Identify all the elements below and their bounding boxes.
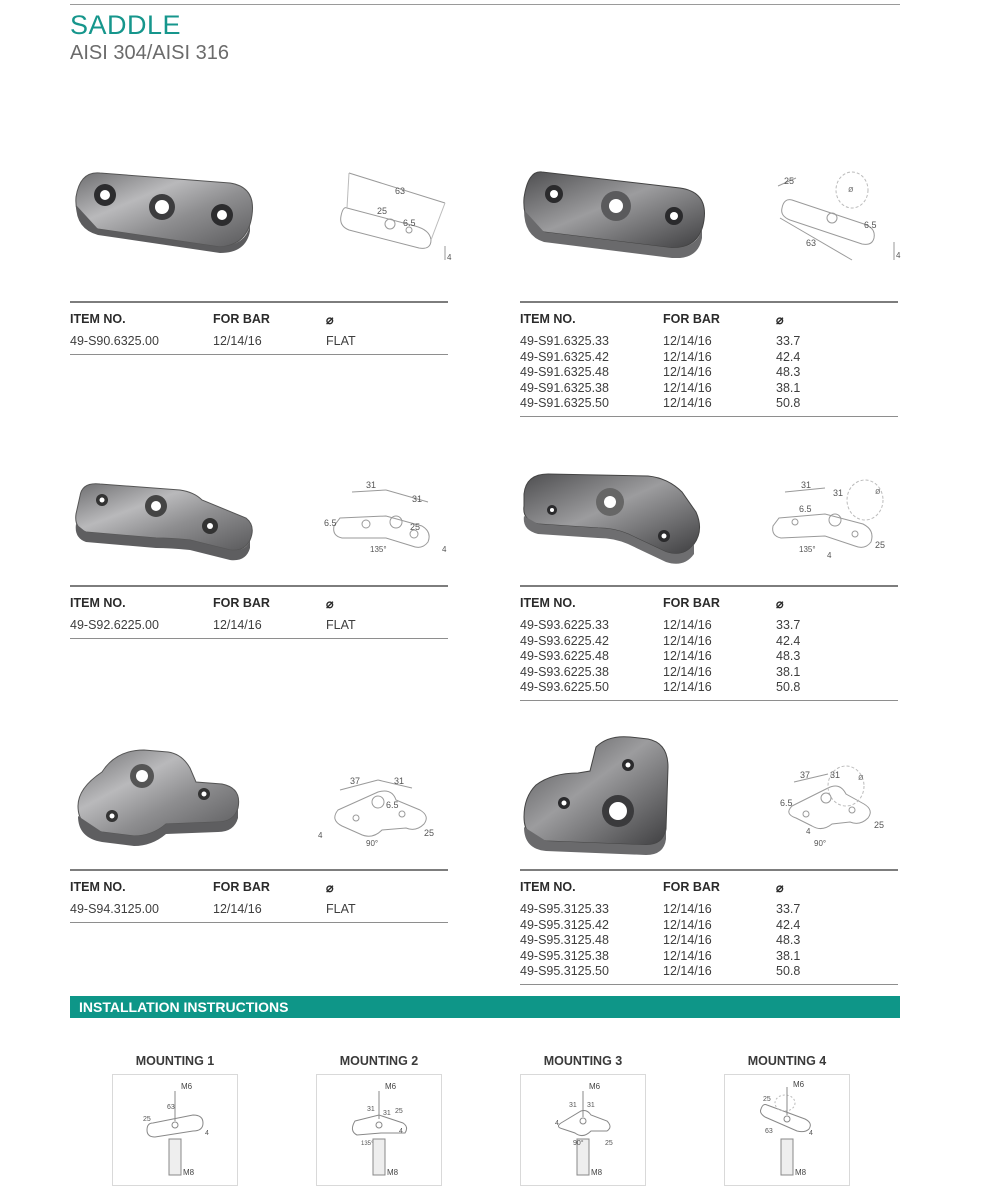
dim-label: 4 [442,545,447,554]
dim-label: 63 [395,186,406,196]
product-photo-flat-saddle-135 [70,478,255,573]
dim-label: 25 [875,540,886,550]
col-item-no: ITEM NO. [70,596,126,610]
dim-label: 25 [410,522,421,532]
diameter: 48.3 [776,933,801,947]
item-number: 49-S93.6225.48 [520,649,609,663]
bar-size: 12/14/16 [213,902,262,916]
diameter: 50.8 [776,680,801,694]
mounting-diagram [520,1074,646,1186]
dim-label: 31 [569,1102,577,1109]
dim-label: 31 [394,776,405,786]
table-row [520,649,898,665]
table-row [520,365,898,381]
page-title: SADDLE [70,10,182,40]
page-subtitle: AISI 304/AISI 316 [70,42,229,64]
col-diameter: ⌀ [326,313,334,327]
table-row [520,350,898,366]
col-item-no: ITEM NO. [70,312,126,326]
item-number: 49-S92.6225.00 [70,618,159,632]
technical-drawing-p1 [335,168,455,268]
dim-label: 25 [424,828,435,838]
col-item-no: ITEM NO. [520,880,576,894]
col-for-bar: FOR BAR [663,312,720,326]
col-for-bar: FOR BAR [663,880,720,894]
bolt-label: M6 [589,1082,601,1091]
table-row [520,918,898,934]
bar-size: 12/14/16 [663,349,712,364]
dim-label: 135° [361,1141,374,1147]
dim-label: 6.5 [780,798,793,808]
diameter: FLAT [326,902,356,916]
item-number: 49-S95.3125.42 [520,917,609,932]
bar-size: 12/14/16 [663,633,712,648]
diameter: FLAT [326,618,356,632]
item-number: 49-S93.6225.50 [520,680,609,694]
product-photo-flat-saddle-straight [70,165,260,255]
bar-size: 12/14/16 [663,618,712,632]
product-photo-flat-saddle-90 [72,742,244,852]
bar-size: 12/14/16 [663,948,712,963]
bar-size: 12/14/16 [663,396,712,410]
item-number: 49-S91.6325.48 [520,365,609,379]
bar-size: 12/14/16 [663,933,712,947]
table-row [520,665,898,681]
spec-table-p5 [70,869,448,923]
dim-label: 63 [167,1104,175,1111]
product-photo-curved-saddle-135 [518,470,708,575]
dim-label: 31 [383,1110,391,1117]
bolt-label: M8 [387,1168,399,1177]
spec-table-p1 [70,301,448,355]
item-number: 49-S93.6225.33 [520,618,609,632]
diameter: 42.4 [776,349,801,364]
mounting-2 [314,1054,444,1177]
dim-label: 4 [318,831,323,840]
bar-size: 12/14/16 [663,380,712,395]
table-row [520,964,898,980]
dim-label: ø [848,184,854,194]
bolt-label: M8 [183,1168,195,1177]
dim-label: 31 [833,488,844,498]
diameter: 50.8 [776,964,801,978]
mounting-4 [722,1054,852,1177]
dim-label: 6.5 [386,800,399,810]
col-item-no: ITEM NO. [520,312,576,326]
diameter: 33.7 [776,334,801,348]
technical-drawing-p2 [772,168,902,268]
bolt-label: M6 [385,1082,397,1091]
bar-size: 12/14/16 [663,664,712,679]
table-header [520,880,898,902]
diameter: 38.1 [776,380,801,395]
table-row [520,634,898,650]
technical-drawing-p5 [312,770,452,850]
table-row [520,933,898,949]
item-number: 49-S91.6325.50 [520,396,609,410]
dim-label: 25 [395,1108,403,1115]
col-diameter: ⌀ [776,313,784,327]
dim-label: 25 [763,1096,771,1103]
technical-drawing-p6 [770,760,900,850]
dim-label: 4 [447,253,452,262]
col-for-bar: FOR BAR [213,312,270,326]
dim-label: 4 [205,1130,209,1137]
table-row [520,381,898,397]
diameter: 42.4 [776,917,801,932]
table-row [520,396,898,412]
col-diameter: ⌀ [326,597,334,611]
mounting-3 [518,1054,648,1177]
diameter: 33.7 [776,902,801,916]
dim-label: 31 [830,770,841,780]
bolt-label: M8 [795,1168,807,1177]
mounting-label: MOUNTING 1 [135,1054,215,1068]
dim-label: 37 [800,770,811,780]
mounting-diagram [316,1074,442,1186]
product-photo-curved-saddle-straight [520,168,710,258]
item-number: 49-S95.3125.33 [520,902,609,916]
dim-label: 6.5 [324,518,337,528]
dim-label: 90° [366,839,379,848]
bar-size: 12/14/16 [663,365,712,379]
dim-label: 25 [143,1116,151,1123]
technical-drawing-p3 [322,480,452,565]
diameter: 48.3 [776,365,801,379]
dim-label: 31 [412,494,423,504]
table-header [520,312,898,334]
bar-size: 12/14/16 [663,964,712,978]
mounting-diagram [112,1074,238,1186]
bar-size: 12/14/16 [663,649,712,663]
dim-label: 25 [377,206,388,216]
item-number: 49-S95.3125.50 [520,964,609,978]
bar-size: 12/14/16 [663,917,712,932]
diameter: 50.8 [776,396,801,410]
spec-table-p6 [520,869,898,985]
item-number: 49-S91.6325.42 [520,349,609,364]
table-row [70,618,448,634]
dim-label: 4 [896,251,901,260]
dim-label: 4 [806,827,811,836]
technical-drawing-p4 [765,478,900,568]
col-for-bar: FOR BAR [213,596,270,610]
mounting-diagram [724,1074,850,1186]
bolt-label: M8 [591,1168,603,1177]
item-number: 49-S91.6325.38 [520,380,609,395]
dim-label: 25 [605,1140,613,1147]
dim-label: ø [875,486,881,496]
dim-label: 90° [814,839,827,848]
bar-size: 12/14/16 [663,680,712,694]
dim-label: 4 [399,1128,403,1135]
dim-label: 4 [555,1120,559,1127]
dim-label: 135° [370,545,387,554]
bolt-label: M6 [793,1080,805,1089]
dim-label: 63 [765,1128,773,1135]
item-number: 49-S93.6225.38 [520,664,609,679]
dim-label: 90° [573,1140,584,1147]
col-diameter: ⌀ [776,881,784,895]
table-row [520,949,898,965]
dim-label: 25 [874,820,885,830]
dim-label: 37 [350,776,361,786]
table-header [70,880,448,902]
item-number: 49-S94.3125.00 [70,902,159,916]
dim-label: 6.5 [864,220,877,230]
bar-size: 12/14/16 [213,618,262,632]
table-row [70,334,448,350]
table-row [520,334,898,350]
dim-label: 31 [367,1106,375,1113]
col-for-bar: FOR BAR [663,596,720,610]
diameter: 33.7 [776,618,801,632]
spec-table-p4 [520,585,898,701]
dim-label: 4 [809,1130,813,1137]
dim-label: 31 [587,1102,595,1109]
dim-label: 4 [827,551,832,560]
dim-label: 6.5 [799,504,812,514]
dim-label: 31 [366,480,377,490]
dim-label: 135° [799,545,816,554]
col-diameter: ⌀ [326,881,334,895]
table-header [70,596,448,618]
installation-title: INSTALLATION INSTRUCTIONS [79,999,289,1015]
mounting-1 [110,1054,240,1177]
bar-size: 12/14/16 [663,902,712,916]
product-photo-curved-saddle-90 [518,733,678,858]
item-number: 49-S93.6225.42 [520,633,609,648]
dim-label: 31 [801,480,812,490]
table-row [520,680,898,696]
item-number: 49-S90.6325.00 [70,334,159,348]
item-number: 49-S95.3125.38 [520,948,609,963]
diameter: 42.4 [776,633,801,648]
diameter: 38.1 [776,948,801,963]
dim-label: 6.5 [403,218,416,228]
diameter: FLAT [326,334,356,348]
diameter: 48.3 [776,649,801,663]
installation-banner [70,996,900,1018]
bar-size: 12/14/16 [213,334,262,348]
mounting-label: MOUNTING 2 [339,1054,419,1068]
col-item-no: ITEM NO. [70,880,126,894]
mounting-label: MOUNTING 3 [543,1054,623,1068]
table-row [70,902,448,918]
table-header [520,596,898,618]
col-item-no: ITEM NO. [520,596,576,610]
diameter: 38.1 [776,664,801,679]
spec-table-p3 [70,585,448,639]
col-diameter: ⌀ [776,597,784,611]
table-row [520,618,898,634]
bolt-label: M6 [181,1082,193,1091]
dim-label: 25 [784,176,795,186]
top-rule [70,4,900,5]
dim-label: 63 [806,238,817,248]
col-for-bar: FOR BAR [213,880,270,894]
table-row [520,902,898,918]
dim-label: ø [858,772,864,782]
item-number: 49-S95.3125.48 [520,933,609,947]
mounting-label: MOUNTING 4 [747,1054,827,1068]
table-header [70,312,448,334]
spec-table-p2 [520,301,898,417]
bar-size: 12/14/16 [663,334,712,348]
item-number: 49-S91.6325.33 [520,334,609,348]
